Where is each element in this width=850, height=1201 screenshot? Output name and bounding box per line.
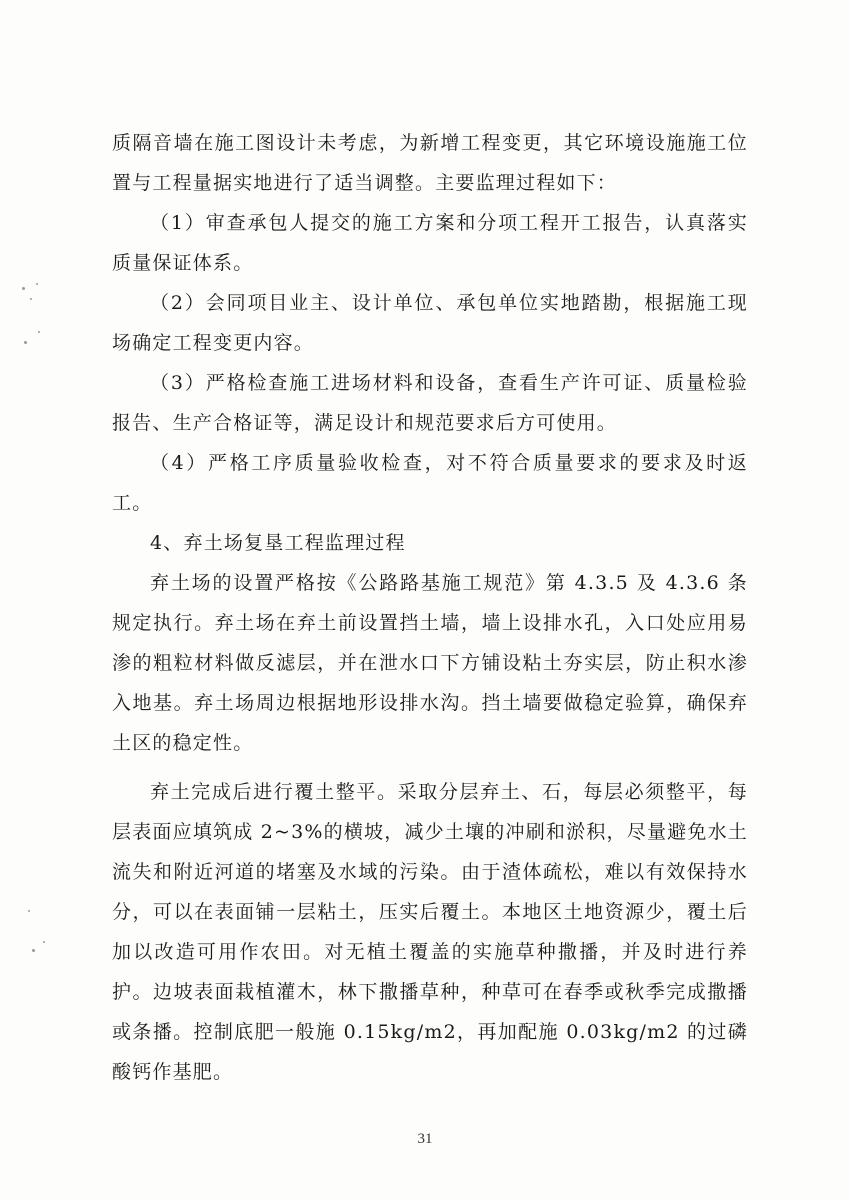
scan-speck [22, 287, 25, 290]
scan-speck [32, 949, 35, 952]
paragraph-spoil-site-reclamation: 弃土完成后进行覆土整平。采取分层弃土、石，每层必须整平，每层表面应填筑成 2~3%的横坡，减少土壤的冲刷和淤积，尽量避免水土流失和附近河道的堵塞及水域的污染。由于渣体疏松，难以有效保持水分，可以在表面铺一层粘土，压实后覆土。本地区土地资源少，覆土后加以改造可用作农田。对无植土覆盖的实施草种撒播，并及时进行养护。边坡表面栽植灌木，林下撒播草种，种草可在春季或秋季完成撒播或条播。控制底肥一般施 0.15kg/m2，再加配施 0.03kg/m2 的过磷酸钙作基肥。 [112, 781, 748, 1083]
scan-speck [30, 298, 32, 300]
scan-speck [43, 941, 45, 943]
paragraph-item-3: （3）严格检查施工进场材料和设备，查看生产许可证、质量检验报告、生产合格证等，满足设计和规范要求后方可使用。 [112, 372, 748, 434]
scan-speck [24, 341, 27, 344]
paragraph-item-2: （2）会同项目业主、设计单位、承包单位实地踏勘，根据施工现场确定工程变更内容。 [112, 292, 748, 354]
section-heading: 4、弃土场复垦工程监理过程 [150, 532, 406, 554]
scan-speck [36, 283, 38, 285]
paragraph-item-4: （4）严格工序质量验收检查，对不符合质量要求的要求及时返工。 [112, 452, 748, 514]
page-number: 31 [417, 1131, 433, 1147]
paragraph-spoil-site-setup: 弃土场的设置严格按《公路路基施工规范》第 4.3.5 及 4.3.6 条规定执行。弃土场在弃土前设置挡土墙，墙上设排水孔，入口处应用易渗的粗粒材料做反滤层，并在泄水口下方铺设粘土夯实层，防止积水渗入地基。弃土场周边根据地形设排水沟。挡土墙要做稳定验算，确保弃土区的稳定性。 [112, 572, 748, 754]
body-text [112, 123, 748, 1092]
paragraph-continued: 质隔音墙在施工图设计未考虑，为新增工程变更，其它环境设施施工位置与工程量据实地进行了适当调整。主要监理过程如下： [112, 132, 748, 194]
scan-speck [28, 910, 30, 912]
paragraph-item-1: （1）审查承包人提交的施工方案和分项工程开工报告，认真落实质量保证体系。 [112, 212, 748, 274]
scan-speck [38, 331, 40, 333]
